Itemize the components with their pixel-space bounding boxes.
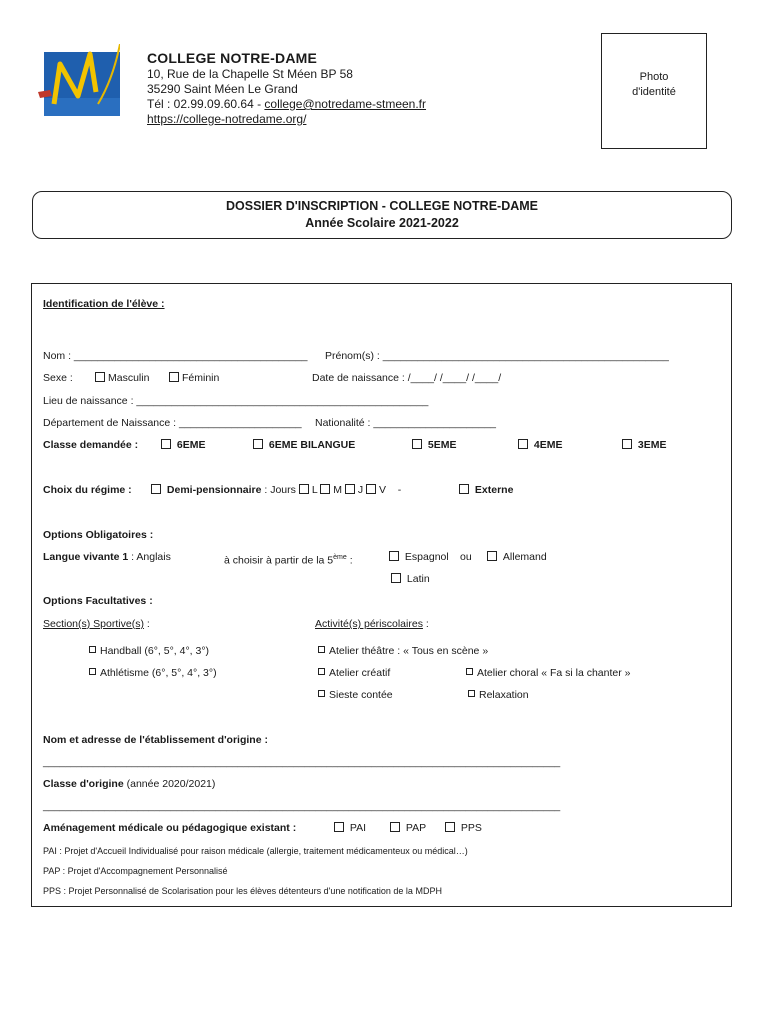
photo-label-1: Photo — [639, 71, 669, 83]
checkbox-icon[interactable] — [518, 439, 528, 449]
classe-label: Classe demandée : — [43, 439, 139, 451]
classe-option-4eme[interactable] — [518, 439, 563, 452]
classe-label-5eme: 5EME — [427, 439, 457, 451]
address-line-1: 10, Rue de la Chapelle St Méen BP 58 — [147, 67, 353, 81]
classe-option-3eme[interactable] — [622, 439, 667, 452]
nationalite-field[interactable]: Nationalité : _____________________ — [315, 417, 496, 429]
pap-label: PAP — [405, 822, 427, 834]
classe-label-6eme-bilangue: 6EME BILANGUE — [268, 439, 356, 451]
title-line-2: Année Scolaire 2021-2022 — [305, 216, 459, 230]
checkbox-icon[interactable] — [320, 484, 330, 494]
jours-label: : Jours — [264, 484, 296, 496]
jour-l: L — [311, 484, 318, 496]
relaxation-option[interactable] — [468, 689, 529, 702]
checkbox-icon[interactable] — [253, 439, 263, 449]
activites-colon: : — [425, 618, 429, 630]
checkbox-icon[interactable] — [299, 484, 309, 494]
lieu-naissance-field[interactable]: Lieu de naissance : __________________________________________________ — [43, 395, 429, 407]
feminin-label: Féminin — [182, 372, 220, 384]
checkbox-icon[interactable] — [318, 690, 325, 697]
atelier-choral-label: Atelier choral « Fa si la chanter » — [477, 667, 631, 679]
photo-placeholder[interactable] — [601, 33, 707, 149]
handball-label: Handball (6°, 5°, 4°, 3°) — [100, 645, 210, 657]
email-link[interactable]: college@notredame-stmeen.fr — [264, 97, 427, 111]
atelier-creatif-option[interactable] — [318, 667, 390, 680]
externe-label: Externe — [474, 484, 514, 496]
latin-label: Latin — [406, 573, 430, 585]
pps-label: PPS — [460, 822, 482, 834]
checkbox-icon[interactable] — [95, 372, 105, 382]
choisir-label: à choisir à partir de la 5 — [224, 554, 334, 567]
jour-j: J — [357, 484, 364, 496]
checkbox-icon[interactable] — [151, 484, 161, 494]
checkbox-icon[interactable] — [345, 484, 355, 494]
amenagement-label: Aménagement médicale ou pédagogique existant : — [43, 822, 297, 834]
section-identification: Identification de l'élève : — [43, 298, 165, 310]
sections-sportives-heading — [43, 618, 150, 631]
classe-label-6eme: 6EME — [176, 439, 206, 451]
classe-origine-year: (année 2020/2021) — [126, 778, 216, 790]
checkbox-icon[interactable] — [161, 439, 171, 449]
website-link[interactable]: https://college-notredame.org/ — [147, 112, 307, 126]
regime-demi-pension[interactable] — [151, 484, 401, 497]
activites-label: Activité(s) périscolaires — [315, 618, 423, 630]
relaxation-label: Relaxation — [479, 689, 529, 701]
checkbox-icon[interactable] — [390, 822, 400, 832]
title-line-1: DOSSIER D'INSCRIPTION - COLLEGE NOTRE-DAME — [225, 199, 538, 213]
checkbox-icon[interactable] — [318, 646, 325, 653]
checkbox-icon[interactable] — [391, 573, 401, 583]
document-title — [32, 191, 732, 239]
etablissement-line[interactable]: _____________________________________________________________________________________________ — [43, 757, 561, 768]
langue-value: : Anglais — [131, 551, 171, 563]
classe-option-5eme[interactable] — [412, 439, 457, 452]
checkbox-icon[interactable] — [389, 551, 399, 561]
photo-label-2: d'identité — [632, 86, 676, 98]
choisir-sup: ème — [333, 554, 347, 561]
sections-sportives-label: Section(s) Sportive(s) — [43, 618, 144, 630]
choisir-colon: : — [349, 554, 353, 567]
pai-description: PAI : Projet d'Accueil Individualisé pour raison médicale (allergie, traitement médicamenteux ou médical…) — [43, 846, 468, 856]
athletisme-label: Athlétisme (6°, 5°, 4°, 3°) — [100, 667, 217, 679]
contact-line — [147, 97, 426, 112]
classe-option-6eme[interactable] — [161, 439, 206, 452]
latin-option[interactable] — [391, 573, 430, 586]
departement-field[interactable]: Département de Naissance : _____________________ — [43, 417, 302, 429]
school-logo — [38, 44, 120, 124]
pap-option[interactable] — [390, 822, 426, 835]
checkbox-icon[interactable] — [622, 439, 632, 449]
masculin-option[interactable] — [95, 372, 149, 385]
options-facultatives-heading: Options Facultatives : — [43, 595, 153, 607]
pps-description: PPS : Projet Personnalisé de Scolarisation pour les élèves détenteurs d'une notification de la MDPH — [43, 886, 442, 896]
pps-option[interactable] — [445, 822, 482, 835]
classe-label-4eme: 4EME — [533, 439, 563, 451]
sexe-label: Sexe : — [43, 372, 73, 384]
pai-option[interactable] — [334, 822, 366, 835]
checkbox-icon[interactable] — [169, 372, 179, 382]
checkbox-icon[interactable] — [459, 484, 469, 494]
etablissement-label: Nom et adresse de l'établissement d'origine : — [43, 734, 268, 746]
choisir-text — [224, 551, 353, 568]
checkbox-icon[interactable] — [468, 690, 475, 697]
options-obligatoires-heading: Options Obligatoires : — [43, 529, 154, 541]
jour-m: M — [333, 484, 342, 496]
prenom-field[interactable]: Prénom(s) : _________________________________________________ — [325, 350, 669, 362]
nom-field[interactable]: Nom : ________________________________________ — [43, 350, 308, 362]
logo-text: ST-MEEN LE GRAND — [50, 117, 114, 124]
separator-dash: - — [397, 484, 402, 496]
espagnol-option[interactable] — [389, 551, 449, 564]
classe-origine-line[interactable]: _____________________________________________________________________________________________ — [43, 801, 561, 812]
classe-origine-row — [43, 778, 215, 791]
classe-label-3eme: 3EME — [637, 439, 667, 451]
checkbox-icon[interactable] — [487, 551, 497, 561]
checkbox-icon[interactable] — [89, 646, 96, 653]
classe-origine-label: Classe d'origine — [43, 778, 124, 790]
langue-vivante-row — [43, 551, 171, 564]
checkbox-icon[interactable] — [89, 668, 96, 675]
allemand-label: Allemand — [502, 551, 547, 563]
athletisme-option[interactable] — [89, 667, 217, 680]
atelier-theatre-option[interactable] — [318, 645, 488, 658]
espagnol-label: Espagnol — [404, 551, 449, 563]
checkbox-icon[interactable] — [466, 668, 473, 675]
atelier-theatre-label: Atelier théâtre : « Tous en scène » — [329, 645, 489, 657]
atelier-creatif-label: Atelier créatif — [329, 667, 391, 679]
date-naissance-field[interactable]: Date de naissance : /____/ /____/ /____/ — [312, 372, 502, 384]
pap-description: PAP : Projet d'Accompagnement Personnalisé — [43, 866, 228, 876]
checkbox-icon[interactable] — [445, 822, 455, 832]
sieste-option[interactable] — [318, 689, 393, 702]
handball-option[interactable] — [89, 645, 209, 658]
checkbox-icon[interactable] — [334, 822, 344, 832]
jour-v: V — [379, 484, 387, 496]
sieste-label: Sieste contée — [329, 689, 393, 701]
checkbox-icon[interactable] — [412, 439, 422, 449]
school-name: COLLEGE NOTRE-DAME — [147, 50, 318, 66]
activites-heading — [315, 618, 429, 631]
demi-pension-label: Demi-pensionnaire — [166, 484, 262, 496]
sections-colon: : — [146, 618, 150, 630]
checkbox-icon[interactable] — [318, 668, 325, 675]
ou-text: ou — [460, 551, 472, 563]
regime-externe[interactable] — [459, 484, 513, 497]
allemand-option[interactable] — [487, 551, 547, 564]
phone-text: Tél : 02.99.09.60.64 - — [147, 97, 265, 111]
langue-label: Langue vivante 1 — [43, 551, 129, 563]
pai-label: PAI — [349, 822, 367, 834]
address-line-2: 35290 Saint Méen Le Grand — [147, 82, 298, 96]
atelier-choral-option[interactable] — [466, 667, 631, 680]
regime-label: Choix du régime : — [43, 484, 132, 496]
masculin-label: Masculin — [108, 372, 150, 384]
classe-option-6eme-bilangue[interactable] — [253, 439, 355, 452]
feminin-option[interactable] — [169, 372, 219, 385]
checkbox-icon[interactable] — [366, 484, 376, 494]
